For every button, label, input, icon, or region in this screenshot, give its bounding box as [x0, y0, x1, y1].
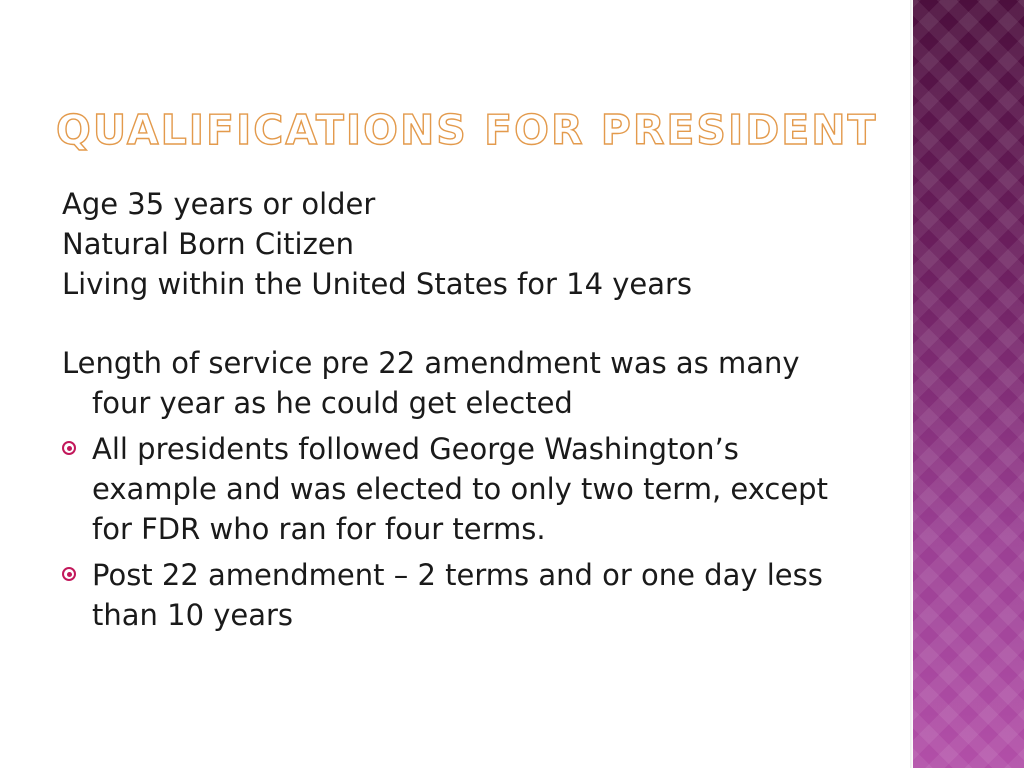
- qualification-line-citizen: Natural Born Citizen: [62, 227, 355, 261]
- paragraph-spacer: [62, 304, 862, 343]
- circled-dot-icon: [62, 567, 76, 581]
- decorative-side-panel: [913, 0, 1024, 768]
- circled-dot-icon: [62, 441, 76, 455]
- qualification-line-residency: Living within the United States for 14 years: [62, 267, 693, 301]
- bullet-text-washington: All presidents followed George Washington’s example and was elected to only two term, except for FDR who ran for four terms.: [92, 432, 828, 546]
- bullet-item-washington: [62, 429, 862, 549]
- slide-title: QUALIFICATIONS FOR PRESIDENT: [56, 106, 878, 154]
- bullet-item-post-22-amendment: [62, 555, 862, 635]
- slide-body: [62, 184, 862, 635]
- qualification-line-age: Age 35 years or older: [62, 187, 376, 221]
- length-of-service-paragraph: Length of service pre 22 amendment was as many four year as he could get elected: [62, 346, 800, 420]
- bullet-text-post-22-amendment: Post 22 amendment – 2 terms and or one day less than 10 years: [92, 558, 823, 632]
